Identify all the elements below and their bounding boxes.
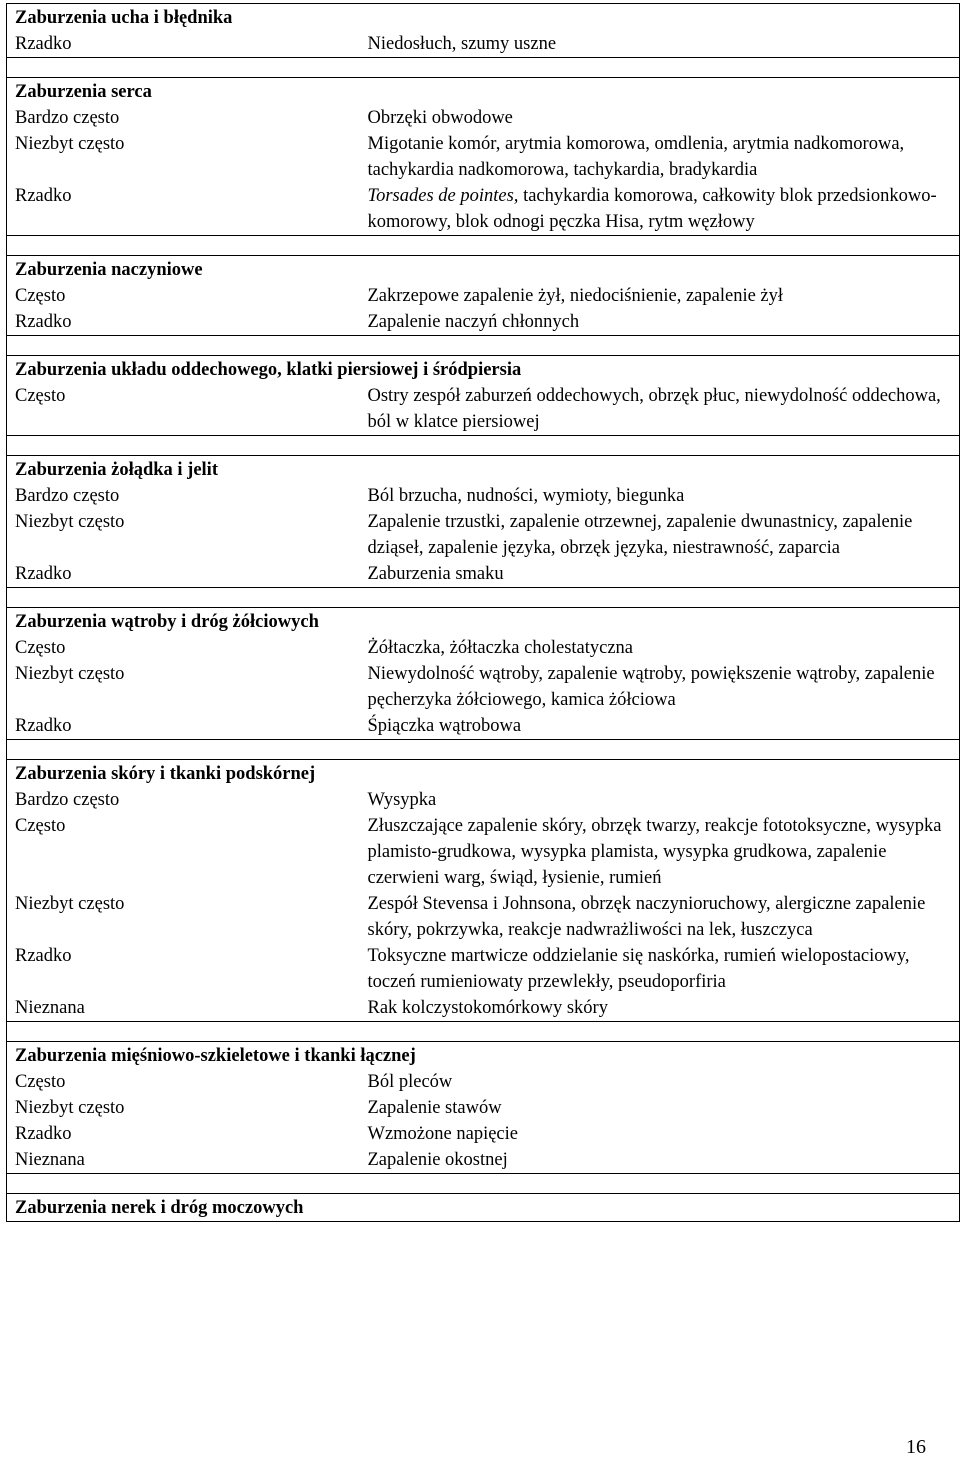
category-header-row xyxy=(7,78,960,106)
reaction-row xyxy=(7,943,960,995)
frequency-cell: Bardzo często xyxy=(7,105,360,131)
reaction-row xyxy=(7,635,960,661)
effect-cell: Żółtaczka, żółtaczka cholestatyczna xyxy=(360,635,960,661)
effect-cell: Zakrzepowe zapalenie żył, niedociśnienie, zapalenie żył xyxy=(360,283,960,309)
frequency-cell: Niezbyt często xyxy=(7,509,360,561)
reaction-row xyxy=(7,31,960,58)
frequency-cell: Rzadko xyxy=(7,943,360,995)
category-title: Zaburzenia ucha i błędnika xyxy=(7,4,960,32)
effect-cell: Zapalenie stawów xyxy=(360,1095,960,1121)
spacer-cell xyxy=(7,588,960,608)
frequency-cell: Niezbyt często xyxy=(7,1095,360,1121)
reaction-row xyxy=(7,309,960,336)
frequency-cell: Rzadko xyxy=(7,713,360,740)
reaction-row xyxy=(7,813,960,891)
effect-cell: Toksyczne martwicze oddzielanie się naskórka, rumień wielopostaciowy, toczeń rumieniowaty przewlekły, pseudoporfiria xyxy=(360,943,960,995)
effect-cell: Zapalenie naczyń chłonnych xyxy=(360,309,960,336)
frequency-cell: Często xyxy=(7,283,360,309)
spacer-cell xyxy=(7,436,960,456)
reaction-row xyxy=(7,1069,960,1095)
category-header-row xyxy=(7,1042,960,1070)
frequency-cell: Rzadko xyxy=(7,309,360,336)
category-header-row xyxy=(7,356,960,384)
category-title: Zaburzenia naczyniowe xyxy=(7,256,960,284)
frequency-cell: Bardzo często xyxy=(7,483,360,509)
category-title: Zaburzenia nerek i dróg moczowych xyxy=(7,1194,960,1222)
effect-cell: Ostry zespół zaburzeń oddechowych, obrzęk płuc, niewydolność oddechowa, ból w klatce piersiowej xyxy=(360,383,960,436)
frequency-cell: Często xyxy=(7,813,360,891)
reaction-row xyxy=(7,713,960,740)
category-title: Zaburzenia serca xyxy=(7,78,960,106)
frequency-cell: Rzadko xyxy=(7,31,360,58)
effect-cell: Zaburzenia smaku xyxy=(360,561,960,588)
reaction-row xyxy=(7,1095,960,1121)
frequency-cell: Nieznana xyxy=(7,1147,360,1174)
effect-cell: Wysypka xyxy=(360,787,960,813)
reaction-row xyxy=(7,787,960,813)
category-header-row xyxy=(7,760,960,788)
category-title: Zaburzenia mięśniowo-szkieletowe i tkanki łącznej xyxy=(7,1042,960,1070)
frequency-cell: Nieznana xyxy=(7,995,360,1022)
frequency-cell: Rzadko xyxy=(7,183,360,236)
reaction-row xyxy=(7,509,960,561)
spacer-cell xyxy=(7,336,960,356)
spacer-row xyxy=(7,1022,960,1042)
spacer-row xyxy=(7,436,960,456)
spacer-cell xyxy=(7,1174,960,1194)
reaction-row xyxy=(7,561,960,588)
category-title: Zaburzenia skóry i tkanki podskórnej xyxy=(7,760,960,788)
effect-italic-text: Torsades de pointes, xyxy=(367,186,519,206)
frequency-cell: Rzadko xyxy=(7,561,360,588)
effect-cell xyxy=(360,183,960,236)
spacer-cell xyxy=(7,58,960,78)
spacer-cell xyxy=(7,740,960,760)
spacer-cell xyxy=(7,236,960,256)
reaction-row xyxy=(7,483,960,509)
frequency-cell: Często xyxy=(7,383,360,436)
effect-cell: Ból brzucha, nudności, wymioty, biegunka xyxy=(360,483,960,509)
effect-cell: Niewydolność wątroby, zapalenie wątroby, powiększenie wątroby, zapalenie pęcherzyka żółciowego, kamica żółciowa xyxy=(360,661,960,713)
reaction-row xyxy=(7,131,960,183)
reaction-row xyxy=(7,383,960,436)
adverse-reactions-table xyxy=(6,3,960,1222)
category-header-row xyxy=(7,1194,960,1222)
spacer-row xyxy=(7,588,960,608)
frequency-cell: Niezbyt często xyxy=(7,131,360,183)
effect-cell: Śpiączka wątrobowa xyxy=(360,713,960,740)
reaction-row xyxy=(7,995,960,1022)
reaction-row xyxy=(7,891,960,943)
frequency-cell: Rzadko xyxy=(7,1121,360,1147)
effect-cell: Rak kolczystokomórkowy skóry xyxy=(360,995,960,1022)
effect-cell: Niedosłuch, szumy uszne xyxy=(360,31,960,58)
reaction-row xyxy=(7,661,960,713)
reaction-row xyxy=(7,105,960,131)
reaction-row xyxy=(7,283,960,309)
category-title: Zaburzenia żołądka i jelit xyxy=(7,456,960,484)
effect-cell: Zapalenie okostnej xyxy=(360,1147,960,1174)
category-header-row xyxy=(7,256,960,284)
effect-cell: Migotanie komór, arytmia komorowa, omdlenia, arytmia nadkomorowa, tachykardia nadkomorowa, tachykardia, bradykardia xyxy=(360,131,960,183)
effect-cell: Zespół Stevensa i Johnsona, obrzęk naczynioruchowy, alergiczne zapalenie skóry, pokrzywka, reakcje nadwrażliwości na lek, łuszczyca xyxy=(360,891,960,943)
category-header-row xyxy=(7,456,960,484)
page-number: 16 xyxy=(906,1436,926,1458)
reaction-row xyxy=(7,183,960,236)
spacer-row xyxy=(7,236,960,256)
effect-cell: Wzmożone napięcie xyxy=(360,1121,960,1147)
effect-cell: Złuszczające zapalenie skóry, obrzęk twarzy, reakcje fototoksyczne, wysypka plamisto-grudkowa, wysypka plamista, wysypka grudkowa, zapalenie czerwieni warg, świąd, łysienie, rumień xyxy=(360,813,960,891)
category-title: Zaburzenia wątroby i dróg żółciowych xyxy=(7,608,960,636)
frequency-cell: Często xyxy=(7,635,360,661)
reaction-row xyxy=(7,1121,960,1147)
spacer-row xyxy=(7,58,960,78)
frequency-cell: Niezbyt często xyxy=(7,891,360,943)
category-header-row xyxy=(7,4,960,32)
category-header-row xyxy=(7,608,960,636)
category-title: Zaburzenia układu oddechowego, klatki piersiowej i śródpiersia xyxy=(7,356,960,384)
spacer-row xyxy=(7,1174,960,1194)
spacer-cell xyxy=(7,1022,960,1042)
frequency-cell: Niezbyt często xyxy=(7,661,360,713)
effect-cell: Zapalenie trzustki, zapalenie otrzewnej, zapalenie dwunastnicy, zapalenie dziąseł, zapalenie języka, obrzęk języka, niestrawność, zaparcia xyxy=(360,509,960,561)
frequency-cell: Często xyxy=(7,1069,360,1095)
effect-text: tachykardia komorowa, całkowity blok przedsionkowo-komorowy, blok odnogi pęczka Hisa, rytm węzłowy xyxy=(367,186,937,232)
effect-cell: Ból pleców xyxy=(360,1069,960,1095)
spacer-row xyxy=(7,740,960,760)
frequency-cell: Bardzo często xyxy=(7,787,360,813)
adverse-reactions-table-body xyxy=(7,4,960,1222)
spacer-row xyxy=(7,336,960,356)
reaction-row xyxy=(7,1147,960,1174)
effect-cell: Obrzęki obwodowe xyxy=(360,105,960,131)
